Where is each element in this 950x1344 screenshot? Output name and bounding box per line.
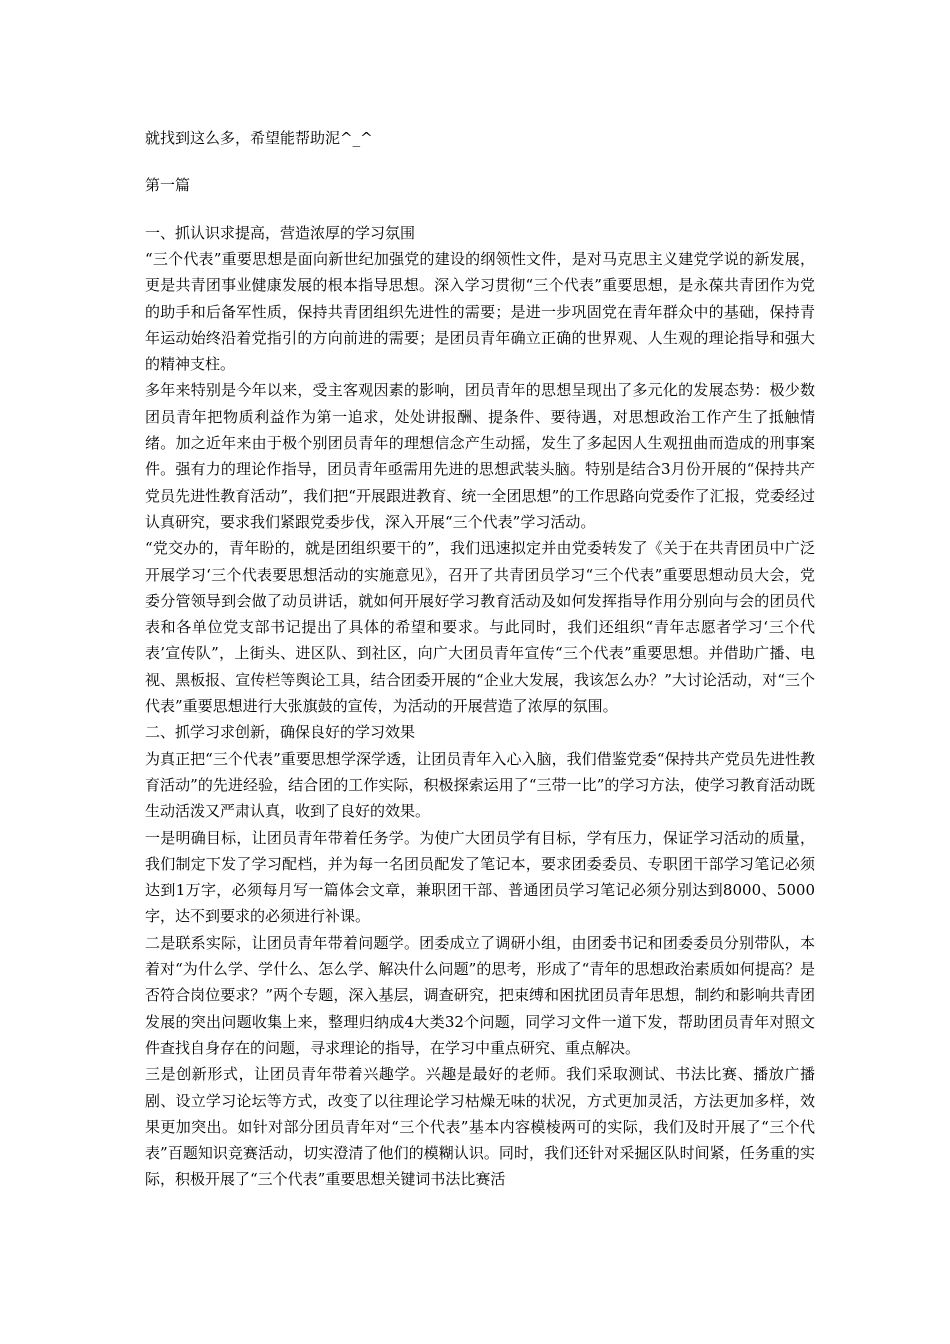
paragraph: “三个代表”重要思想是面向新世纪加强党的建设的纲领性文件，是对马克思主义建党学说的新发展，更是共青团事业健康发展的根本指导思想。深入学习贯彻“三个代表”重要思想，是永葆共青团作为党的助手和后备军性质，保持共青团组织先进性的需要；是进一步巩固党在青年群众中的基础，保持青年运动始终沿着党指引的方向前进的需要；是团员青年确立正确的世界观、人生观的理论指导和强大的精神支柱。 (145, 250, 815, 374)
body-content (145, 246, 815, 1193)
paragraph: 多年来特别是今年以来，受主客观因素的影响，团员青年的思想呈现出了多元化的发展态势：极少数团员青年把物质利益作为第一追求，处处讲报酬、提条件、要待遇，对思想政治工作产生了抵触情绪。加之近年来由于极个别团员青年的理想信念产生动摇，发生了多起因人生观扭曲而造成的刑事案件。强有力的理论作指导，团员青年亟需用先进的思想武装头脑。特别是结合3月份开展的“保持共产党员先进性教育活动”，我们把“开展跟进教育、统一全团思想”的工作思路向党委作了汇报，党委经过认真研究，要求我们紧跟党委步伐，深入开展“三个代表”学习活动。 (145, 381, 815, 531)
heading-1: 一、抓认识求提高，营造浓厚的学习氛围 (145, 224, 416, 242)
heading-2: 二、抓学习求创新，确保良好的学习效果 (145, 723, 416, 742)
paragraph: “党交办的，青年盼的，就是团组织要干的”，我们迅速拟定并由党委转发了《关于在共青团员中广泛开展学习‘三个代表要思想活动的实施意见》，召开了共青团员学习“三个代表”重要思想动员大会，党委分管领导到会做了动员讲话，就如何开展好学习教育活动及如何发挥指导作用分别向与会的团员代表和各单位党支部书记提出了具体的希望和要求。与此同时，我们还组织“青年志愿者学习‘三个代表’宣传队”，上街头、进区队、到社区，向广大团员青年宣传“三个代表”重要思想。并借助广播、电视、黑板报、宣传栏等舆论工具，结合团委开展的“企业大发展，我该怎么办？”大讨论活动，对“三个代表”重要思想进行大张旗鼓的宣传，为活动的开展营造了浓厚的氛围。 (145, 539, 815, 716)
paragraph: 二是联系实际，让团员青年带着问题学。团委成立了调研小组，由团委书记和团委委员分别带队，本着对“为什么学、学什么、怎么学、解决什么问题”的思考，形成了“青年的思想政治素质如何提高？是否符合岗位要求？”两个专题，深入基层，调查研究，把束缚和困扰团员青年思想，制约和影响共青团发展的突出问题收集上来，整理归纳成4大类32个问题，同学习文件一道下发，帮助团员青年对照文件查找自身存在的问题，寻求理论的指导，在学习中重点研究、重点解决。 (145, 933, 815, 1057)
paragraph: 为真正把“三个代表”重要思想学深学透，让团员青年入心入脑，我们借鉴党委“保持共产党员先进性教育活动”的先进经验，结合团的工作实际，积极探索运用了“三带一比”的学习方法，使学习教育活动既生动活泼又严肃认真，收到了良好的效果。 (145, 749, 815, 821)
document-page (145, 125, 815, 1193)
section-title: 第一篇 (145, 176, 191, 194)
intro-text: 就找到这么多，希望能帮助泥^_^ (145, 129, 373, 147)
paragraph: 一是明确目标，让团员青年带着任务学。为使广大团员学有目标，学有压力，保证学习活动的质量，我们制定下发了学习配档，并为每一名团员配发了笔记本，要求团委委员、专职团干部学习笔记必须达到1万字，必须每月写一篇体会文章，兼职团干部、普通团员学习笔记必须分别达到8000、5000字，达不到要求的必须进行补课。 (145, 828, 815, 926)
paragraph: 三是创新形式，让团员青年带着兴趣学。兴趣是最好的老师。我们采取测试、书法比赛、播放广播剧、设立学习论坛等方式，改变了以往理论学习枯燥无味的状况，方式更加灵活，方法更加多样，效果更加突出。如针对部分团员青年对“三个代表”基本内容模棱两可的实际，我们及时开展了“三个代表”百题知识竞赛活动，切实澄清了他们的模糊认识。同时，我们还针对采掘区队时间紧，任务重的实际，积极开展了“三个代表”重要思想关键词书法比赛活 (145, 1065, 815, 1189)
